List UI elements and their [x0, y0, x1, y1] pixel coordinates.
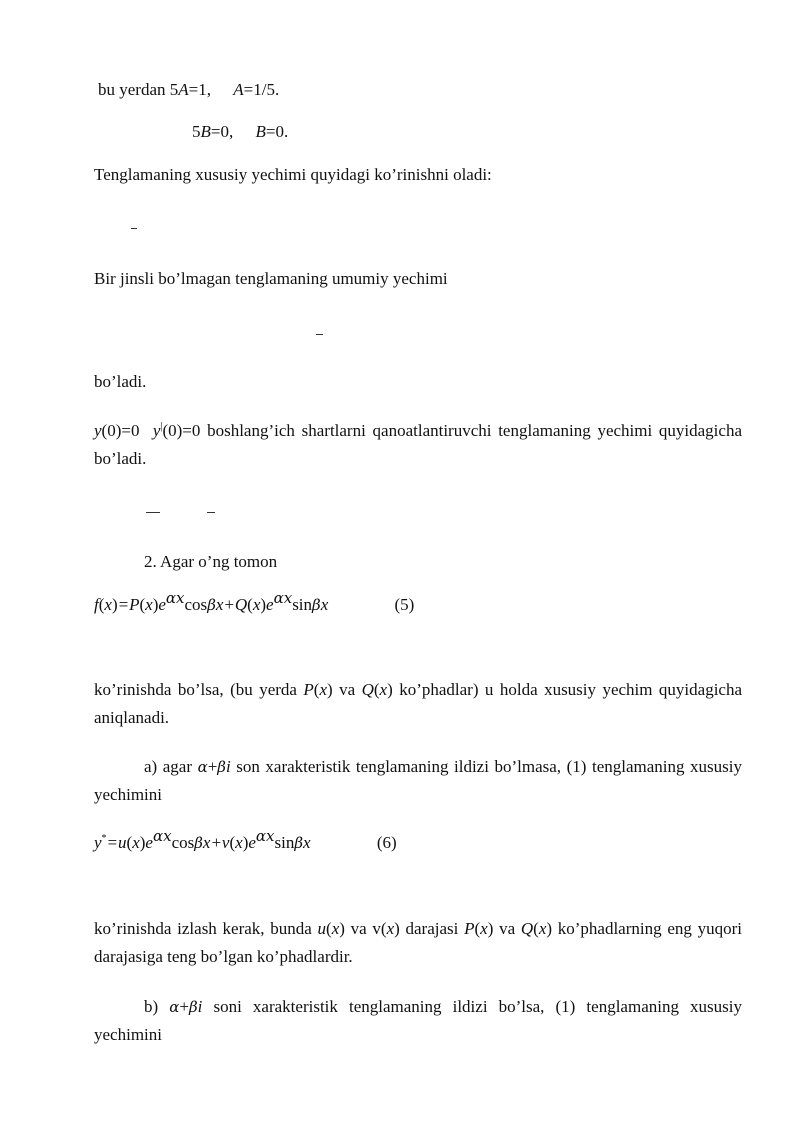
symbol-beta: β — [294, 834, 304, 852]
paragraph-particular-solution: Tenglamaning xususiy yechimi quyidagi ko’rinishni oladi: — [94, 165, 492, 184]
symbol-beta: β — [312, 596, 321, 614]
text: ( — [126, 833, 133, 852]
text: ) — [139, 833, 146, 852]
line-a-solution — [98, 76, 279, 104]
text: b) — [144, 997, 170, 1016]
func-cos: cos — [184, 595, 208, 614]
text: ko’phadlar) u holda xususiy yechim quyidagicha aniqlanadi. — [94, 680, 743, 727]
var-e: e — [158, 595, 166, 614]
text: va — [332, 680, 362, 699]
var-x: x — [379, 680, 388, 699]
text: =0, — [210, 122, 234, 141]
var-y: y — [152, 421, 161, 440]
var-v: +v — [210, 833, 230, 852]
text: ) — [111, 595, 118, 614]
formula-placeholder-mark — [316, 334, 323, 335]
symbol-alpha: α — [169, 998, 180, 1016]
var-e: e — [266, 595, 274, 614]
var-B: B — [200, 122, 211, 141]
var-x: x — [235, 833, 243, 852]
text: son xarakteristik tenglamaning ildizi bo’lmasa, (1) tenglamaning xususiy yechimini — [94, 757, 742, 804]
equation-5 — [94, 591, 414, 619]
equation-6 — [94, 829, 397, 857]
var-e: e — [145, 833, 153, 852]
paragraph-polynomials: ko’rinishda bo’lsa, (bu yerda P(x) va Q(x) ko’phadlar) u holda xususiy yechim quyidagicha aniqlanadi. — [94, 680, 743, 727]
var-u: =u — [106, 833, 127, 852]
symbol-beta: β — [194, 834, 203, 852]
var-P: P — [303, 680, 314, 699]
text: ) — [242, 833, 249, 852]
text: ( — [247, 595, 253, 614]
text: ) — [152, 595, 159, 614]
text: ko’phadlarning eng yuqori darajasiga teng bo’lgan ko’phadlardir. — [94, 919, 742, 966]
exponent-alpha-x: αx — [273, 589, 293, 607]
paragraph-general-solution: Bir jinsli bo’lmagan tenglamaning umumiy yechimi — [94, 269, 448, 288]
var-A: A — [178, 80, 189, 99]
var-B: B — [255, 122, 266, 141]
text: (0)=0 — [101, 421, 140, 440]
exponent-alpha-x: αx — [255, 827, 275, 845]
paragraph-right-side: 2. Agar o’ng tomon — [144, 552, 278, 571]
var-x: x — [252, 595, 261, 614]
text: =0. — [265, 122, 289, 141]
text: ) — [260, 595, 267, 614]
formula-placeholder-mark — [207, 512, 215, 513]
var-i: i — [225, 757, 231, 776]
text: ( — [229, 833, 236, 852]
func-sin: sin — [292, 595, 313, 614]
text: ) darajasi — [394, 919, 465, 938]
text: ( — [139, 595, 146, 614]
var-A: A — [233, 80, 244, 99]
var-x: x — [145, 595, 153, 614]
text: 5 — [192, 122, 201, 141]
var-e: e — [248, 833, 256, 852]
equation-number: (5) — [394, 595, 415, 614]
text: va v( — [344, 919, 387, 938]
symbol-alpha: α — [197, 758, 208, 776]
exponent-alpha-x: αx — [152, 827, 172, 845]
var-x: x — [480, 919, 488, 938]
text: va — [493, 919, 521, 938]
text: ( — [98, 595, 105, 614]
paragraph-search-form: ko’rinishda izlash kerak, bunda u(x) va v(x) darajasi P(x) va Q(x) ko’phadlarning eng yuqori darajasiga teng bo’lgan ko’phadlardir. — [94, 919, 742, 966]
var-y: y — [94, 833, 102, 852]
prime-mark: | — [160, 421, 163, 432]
text: a) agar — [144, 757, 198, 776]
var-x: x — [132, 833, 140, 852]
symbol-beta: β — [217, 758, 226, 776]
var-P: P — [464, 919, 475, 938]
var-x: x — [202, 833, 211, 852]
text: =1, — [188, 80, 211, 99]
var-y: y — [94, 421, 102, 440]
var-u: u — [317, 919, 327, 938]
func-sin: sin — [274, 833, 295, 852]
var-x: x — [215, 595, 224, 614]
var-x: x — [319, 680, 327, 699]
var-Q: Q — [520, 919, 534, 938]
text: ko’rinishda izlash kerak, bunda — [94, 919, 318, 938]
text: + — [207, 757, 218, 776]
equation-number: (6) — [376, 833, 397, 852]
var-i: i — [197, 997, 203, 1016]
star-mark: * — [101, 833, 107, 844]
symbol-beta: β — [207, 596, 216, 614]
text: + — [179, 997, 189, 1016]
paragraph-case-a — [94, 753, 742, 809]
text: (0)=0 boshlang’ich shartlarni qanoatlantiruvchi tenglamaning yechimi quyidagicha bo’ladi. — [94, 421, 742, 468]
formula-placeholder-mark — [146, 512, 160, 513]
var-x: x — [320, 595, 329, 614]
text: soni xarakteristik tenglamaning ildizi bo’lsa, (1) tenglamaning xususiy yechimini — [94, 997, 743, 1044]
symbol-beta: β — [189, 998, 198, 1016]
var-P: =P — [117, 595, 140, 614]
var-x: x — [331, 919, 340, 938]
var-Q: +Q — [223, 595, 248, 614]
paragraph-boladi: bo’ladi. — [94, 372, 147, 391]
func-cos: cos — [171, 833, 195, 852]
var-x: x — [538, 919, 547, 938]
var-f: f — [94, 595, 99, 614]
var-Q: Q — [361, 680, 374, 699]
text: ko’rinishda bo’lsa, (bu yerda — [94, 680, 304, 699]
line-b-solution — [192, 118, 288, 146]
text: =1/5. — [243, 80, 280, 99]
text: bu yerdan 5 — [98, 80, 179, 99]
formula-placeholder-mark — [131, 228, 137, 229]
paragraph-initial-conditions — [94, 417, 742, 473]
paragraph-case-b — [94, 993, 742, 1049]
var-x: x — [386, 919, 395, 938]
var-x: x — [303, 833, 311, 852]
var-x: x — [104, 595, 112, 614]
exponent-alpha-x: αx — [165, 589, 185, 607]
